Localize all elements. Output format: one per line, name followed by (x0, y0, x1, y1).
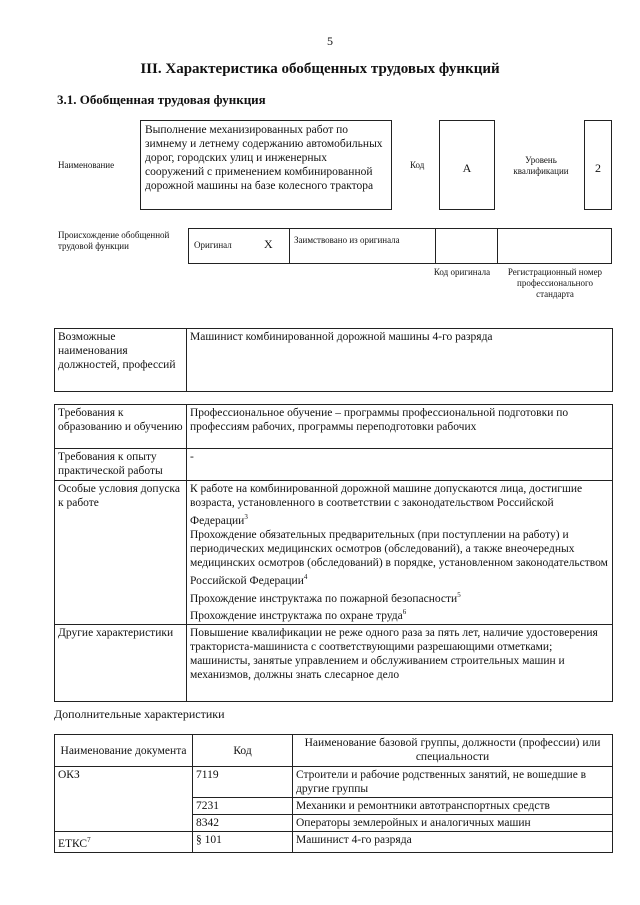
level-value-box (584, 120, 612, 210)
function-name-value: Выполнение механизированных работ по зимнему и летнему содержанию автомобильных дорог, городских улиц и инженерных сооружений с применением комбинированной дорожной машины на базе колесного трактора (145, 124, 383, 192)
level-label: Уровень квалификации (513, 155, 569, 176)
education-label: Требования к образованию и обучению (55, 405, 187, 449)
possible-names-table (54, 328, 613, 392)
header-group-name: Наименование базовой группы, должности (профессии) или специальности (293, 735, 613, 767)
subsection-title: 3.1. Обобщенная трудовая функция (57, 92, 266, 107)
table-cell-name: Механики и ремонтники автотранспортных средств (293, 798, 613, 815)
table-cell-code: 7231 (193, 798, 293, 815)
additional-table (54, 734, 613, 853)
table-cell-code: 7119 (193, 767, 293, 798)
experience-value: - (187, 449, 613, 481)
origin-divider (435, 229, 436, 263)
level-value: 2 (595, 161, 601, 175)
header-code: Код (193, 735, 293, 767)
other-value: Повышение квалификации не реже одного раза за пять лет, наличие удостоверения тракториста-машиниста с соответствующими разрешающими отметками; машинисты, занятые управлением и обслуживанием строительных машин и механизмов, должны знать слесарное дело (187, 625, 613, 702)
name-label: Наименование (58, 160, 115, 170)
original-label: Оригинал (194, 240, 232, 250)
original-mark: X (264, 237, 273, 251)
footnote-mark: 6 (402, 608, 407, 617)
header-document: Наименование документа (55, 735, 193, 767)
footnote-mark: 5 (457, 590, 461, 599)
table-cell-name: Операторы землеройных и аналогичных машин (293, 815, 613, 832)
footnote-mark: 4 (303, 572, 308, 581)
reg-number-caption: Регистрационный номер профессионального стандарта (507, 267, 603, 299)
table-cell-name: Машинист 4-го разряда (293, 832, 613, 853)
origin-label: Происхождение обобщенной трудовой функции (58, 230, 170, 251)
conditions-label: Особые условия допуска к работе (55, 481, 187, 625)
conditions-paragraph: К работе на комбинированной дорожной машине допускаются лица, достигшие возраста, установленного в соответствии с законодательством Российской Федерации$^3$ (190, 483, 583, 527)
origin-divider (289, 229, 290, 263)
section-title: III. Характеристика обобщенных трудовых функций (140, 61, 500, 77)
possible-names-value: Машинист комбинированной дорожной машины 4-го разряда (187, 329, 613, 392)
origin-divider (497, 229, 498, 263)
footnote-mark: 3 (244, 513, 248, 521)
table-cell-code: 8342 (193, 815, 293, 832)
origin-table (188, 228, 612, 264)
other-label: Другие характеристики (55, 625, 187, 702)
code-value: А (462, 161, 472, 175)
okz-label: ОКЗ (55, 767, 193, 832)
possible-names-label: Возможные наименования должностей, профессий (55, 329, 187, 392)
conditions-paragraph: Прохождение инструктажа по охране труда$^6$ (190, 608, 407, 623)
page-number: 5 (327, 34, 333, 48)
function-name-box (140, 120, 392, 210)
code-label: Код (410, 160, 425, 170)
experience-label: Требования к опыту практической работы (55, 449, 187, 481)
code-value-box (439, 120, 495, 210)
borrowed-label: Заимствовано из оригинала (294, 235, 400, 245)
conditions-paragraph: Прохождение инструктажа по пожарной безопасности$^5$ (190, 590, 461, 605)
table-cell-name: Строители и рабочие родственных занятий, не вошедшие в другие группы (293, 767, 613, 798)
etks-label: ЕТКС$^7$ (55, 832, 193, 853)
additional-title: Дополнительные характеристики (54, 707, 225, 721)
conditions-value (187, 481, 613, 625)
table-cell-code: § 101 (193, 832, 293, 853)
footnote-mark: 7 (87, 836, 91, 844)
code-original-caption: Код оригинала (433, 267, 491, 277)
requirements-table (54, 404, 613, 702)
education-value: Профессиональное обучение – программы профессиональной подготовки по профессиям рабочих, программы переподготовки рабочих (187, 405, 613, 449)
conditions-paragraph: Прохождение обязательных предварительных (при поступлении на работу) и периодических медицинских осмотров (обследований), а также внеочередных медицинских осмотров (обследований) в порядке, установленном законодательством Российской Федерации$^4$ (190, 528, 608, 587)
